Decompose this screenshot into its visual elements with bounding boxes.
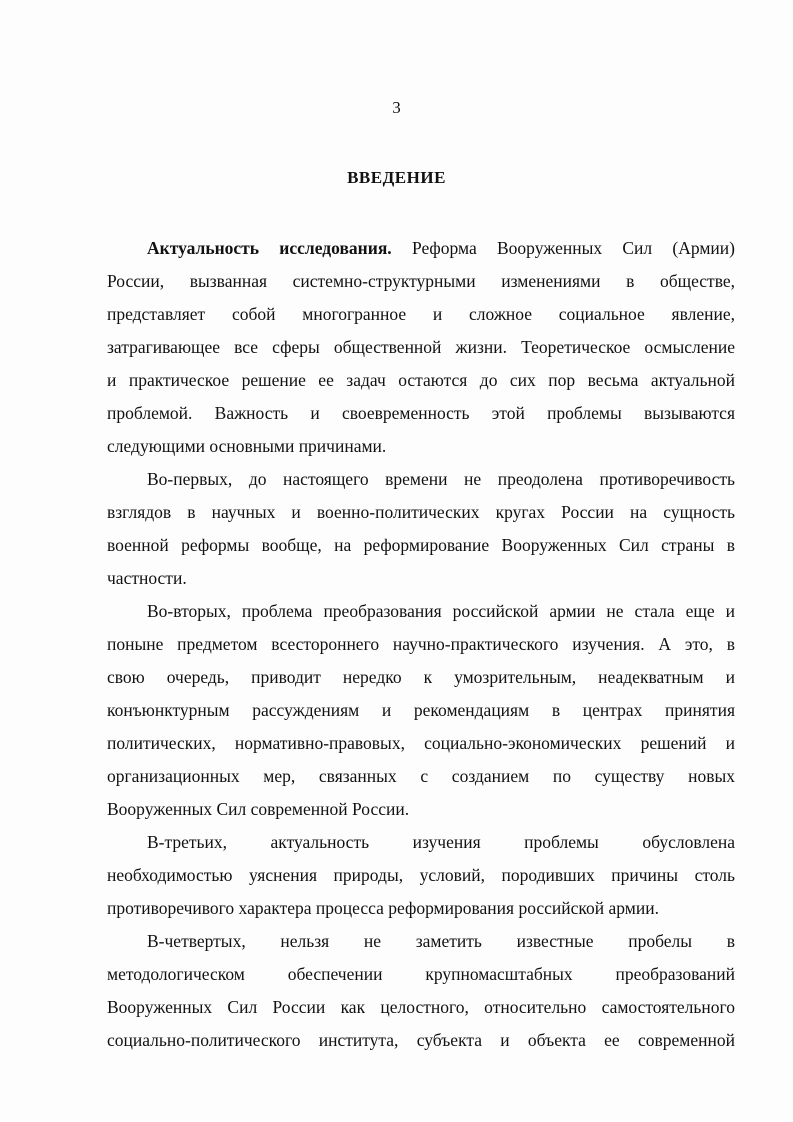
text-line: военной реформы вообще, на реформирование Вооруженных Сил страны в — [107, 535, 735, 555]
text-line: проблемой. Важность и своевременность этой проблемы вызываются — [107, 403, 735, 423]
text-line: России, вызванная системно-структурными изменениями в обществе, — [107, 271, 735, 291]
text-line: организационных мер, связанных с созданием по существу новых — [107, 766, 735, 786]
body-text — [107, 232, 735, 1057]
text-line: политических, нормативно-правовых, социально-экономических решений и — [107, 733, 735, 753]
paragraph-relevance — [107, 232, 735, 463]
section-heading: ВВЕДЕНИЕ — [347, 168, 446, 187]
text-line: Во-вторых, проблема преобразования российской армии не стала еще и — [147, 601, 735, 621]
text-line: противоречивого характера процесса реформирования российской армии. — [107, 898, 659, 918]
text-line: свою очередь, приводит нередко к умозрительным, неадекватным и — [107, 667, 735, 687]
text-line: Актуальность исследования. Реформа Вооруженных Сил (Армии) — [147, 238, 735, 258]
text-line: следующими основными причинами. — [107, 436, 387, 456]
paragraph-first-reason — [107, 463, 735, 595]
paragraph-second-reason — [107, 595, 735, 826]
text-line: социально-политического института, субъекта и объекта ее современной — [107, 1030, 735, 1050]
paragraph-fourth-reason — [107, 925, 735, 1057]
text-line: взглядов в научных и военно-политических кругах России на сущность — [107, 502, 735, 522]
paragraph-third-reason — [107, 826, 735, 925]
page-number: 3 — [392, 98, 401, 117]
text-line: Вооруженных Сил современной России. — [107, 799, 410, 819]
text-line: В-четвертых, нельзя не заметить известные пробелы в — [147, 931, 735, 951]
text-line: Вооруженных Сил России как целостного, относительно самостоятельного — [107, 997, 735, 1017]
text-line: В-третьих, актуальность изучения проблемы обусловлена — [147, 832, 735, 852]
text-line: затрагивающее все сферы общественной жизни. Теоретическое осмысление — [107, 337, 735, 357]
text-line: и практическое решение ее задач остаются до сих пор весьма актуальной — [107, 370, 735, 390]
text-line: представляет собой многогранное и сложное социальное явление, — [107, 304, 735, 324]
text-line: поныне предметом всестороннего научно-практического изучения. А это, в — [107, 634, 735, 654]
text-line: Во-первых, до настоящего времени не преодолена противоречивость — [147, 469, 735, 489]
text-line: необходимостью уяснения природы, условий, породивших причины столь — [107, 865, 735, 885]
lead-in-phrase: Актуальность исследования. — [147, 238, 392, 258]
text-line: методологическом обеспечении крупномасштабных преобразований — [107, 964, 735, 984]
text-line: частности. — [107, 568, 187, 588]
text-line: конъюнктурным рассуждениям и рекомендациям в центрах принятия — [107, 700, 735, 720]
